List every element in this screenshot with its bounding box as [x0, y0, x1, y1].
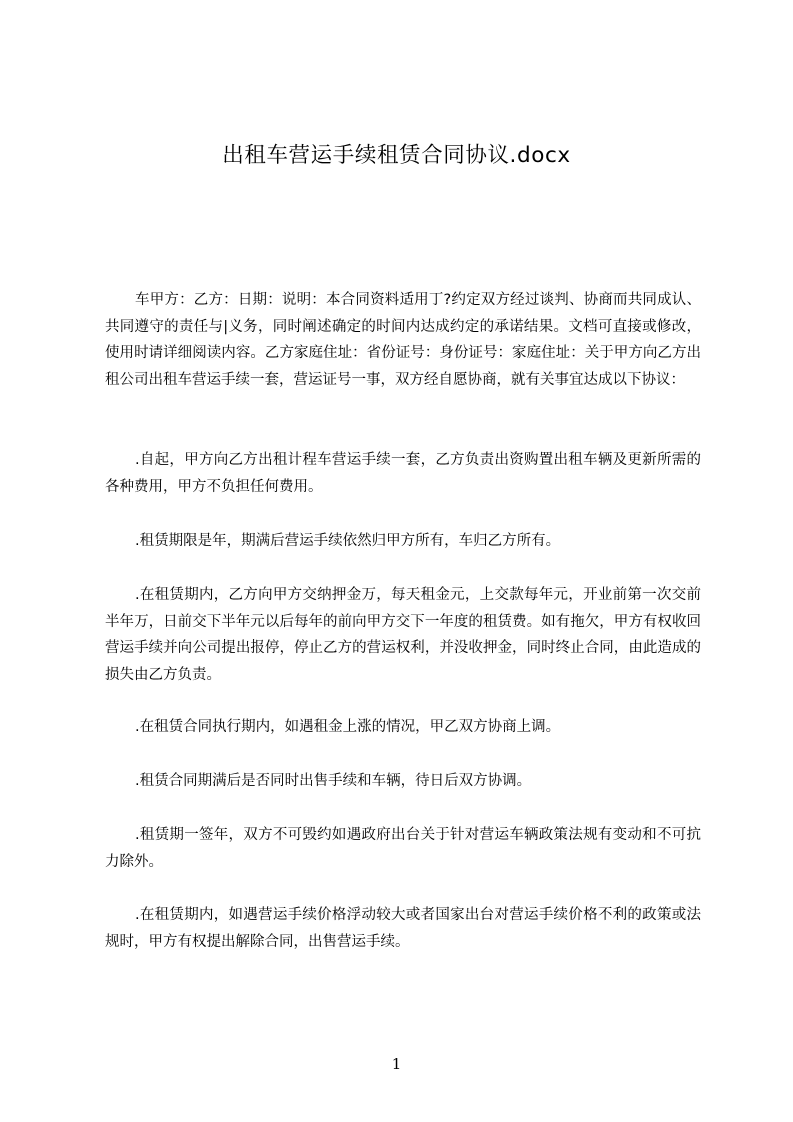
- clause-paragraph-7: .在租赁期内，如遇营运手续价格浮动较大或者国家出台对营运手续价格不利的政策或法规时，甲方有权提出解除合同，出售营运手续。: [105, 907, 701, 950]
- document-title: 出租车营运手续租赁合同协议.docx: [222, 143, 571, 168]
- clause-paragraph-4: .在租赁合同执行期内，如遇租金上涨的情况，甲乙双方协商上调。: [135, 719, 561, 735]
- clause-paragraph-2: .租赁期限是年，期满后营运手续依然归甲方所有，车归乙方所有。: [135, 533, 561, 549]
- page-number: 1: [391, 1055, 402, 1073]
- intro-paragraph: 车甲方：乙方：日期：说明：本合同资料适用丁?约定双方经过谈判、协商而共同成认、共同遵守的责任与|义务，同时阐述确定的时间内达成约定的承诺结果。文档可直接或修改，使用时请详细阅读内容。乙方家庭住址：省份证号：身份证号：家庭住址：关于甲方向乙方出租公司出租车营运手续一套，营运证号一事，双方经自愿协商，就有关事宜达成以下协议：: [105, 292, 701, 388]
- clause-paragraph-6: .租赁期一签年，双方不可毁约如遇政府出台关于针对营运车辆政策法规有变动和不可抗力除外。: [105, 827, 701, 870]
- clause-paragraph-1: .自起，甲方向乙方出租计程车营运手续一套，乙方负责出资购置出租车辆及更新所需的各种费用，甲方不负担任何费用。: [105, 452, 701, 495]
- clause-paragraph-5: .租赁合同期满后是否同时出售手续和车辆，待日后双方协调。: [135, 773, 532, 789]
- clause-paragraph-3: .在租赁期内，乙方向甲方交纳押金万，每天租金元，上交款每年元，开业前第一次交前半年万，日前交下半年元以后每年的前向甲方交下一年度的租赁费。如有拖欠，甲方有权收回营运手续并向公司提出报停，停止乙方的营运权利，并没收押金，同时终止合同，由此造成的损失由乙方负责。: [105, 587, 701, 683]
